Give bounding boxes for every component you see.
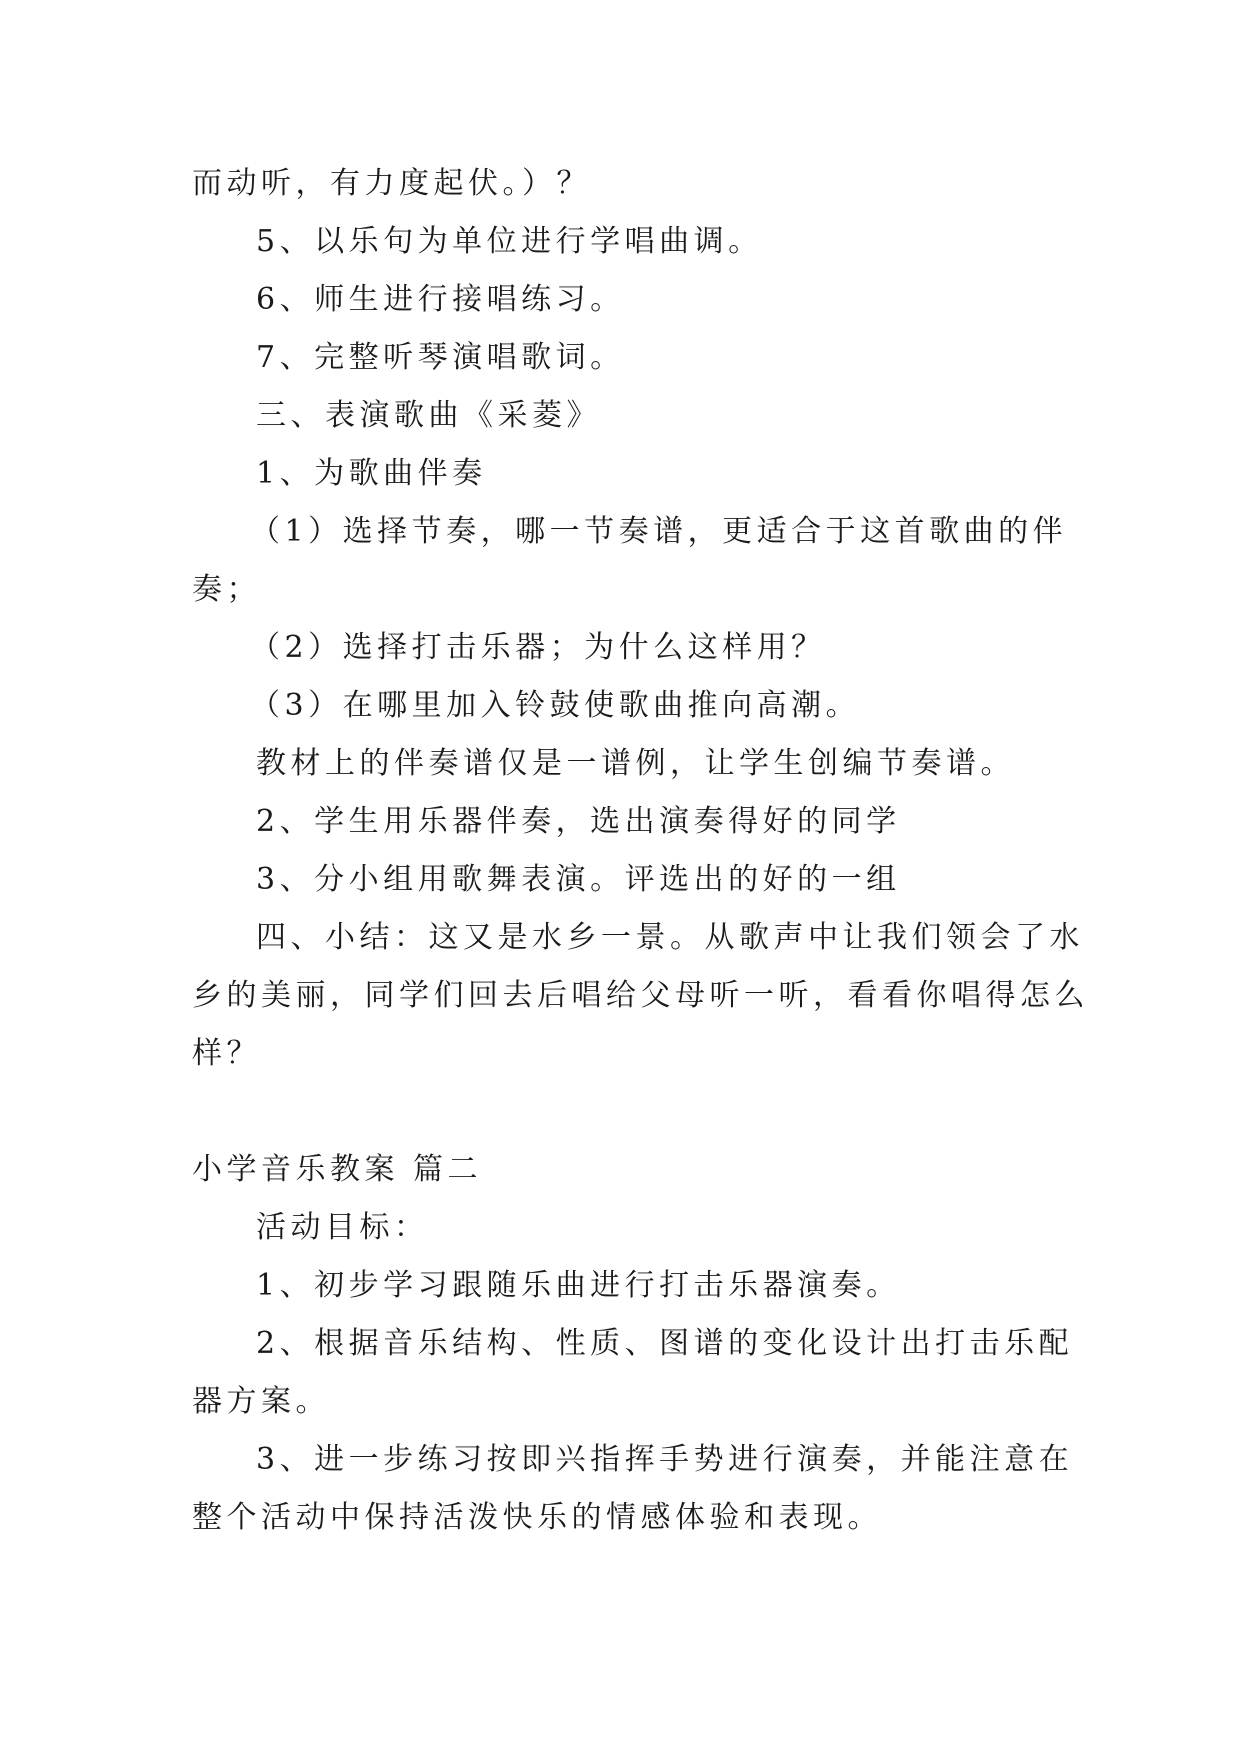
text-line: 整个活动中保持活泼快乐的情感体验和表现。 [192,1500,882,1535]
section-heading: 四、小结：这又是水乡一景。从歌声中让我们领会了水 [256,920,1084,955]
text-line: 2、根据音乐结构、性质、图谱的变化设计出打击乐配 [256,1326,1074,1361]
text-line: （1）选择节奏，哪一节奏谱，更适合于这首歌曲的伴 [250,514,1068,549]
text-line: 样？ [192,1036,261,1071]
text-line: 1、初步学习跟随乐曲进行打击乐器演奏。 [256,1268,901,1303]
text-line: 活动目标： [256,1210,429,1245]
section-heading: 三、表演歌曲《采菱》 [256,398,601,433]
article-title: 小学音乐教案 篇二 [192,1152,483,1187]
text-line: 奏； [192,572,261,607]
text-line: 1、为歌曲伴奏 [256,456,487,491]
text-line: 教材上的伴奏谱仅是一谱例，让学生创编节奏谱。 [256,746,1015,781]
text-line: 3、进一步练习按即兴指挥手势进行演奏，并能注意在 [256,1442,1074,1477]
text-line: 5、以乐句为单位进行学唱曲调。 [256,224,763,259]
text-line: 器方案。 [192,1384,330,1419]
text-line: （3）在哪里加入铃鼓使歌曲推向高潮。 [250,688,861,723]
text-line: 乡的美丽，同学们回去后唱给父母听一听，看看你唱得怎么 [192,978,1089,1013]
text-line: 7、完整听琴演唱歌词。 [256,340,625,375]
text-line: 而动听，有力度起伏。）？ [192,166,591,201]
text-line: 6、师生进行接唱练习。 [256,282,625,317]
text-line: 3、分小组用歌舞表演。评选出的好的一组 [256,862,901,897]
text-line: （2）选择打击乐器；为什么这样用？ [250,630,826,665]
text-line: 2、学生用乐器伴奏，选出演奏得好的同学 [256,804,901,839]
